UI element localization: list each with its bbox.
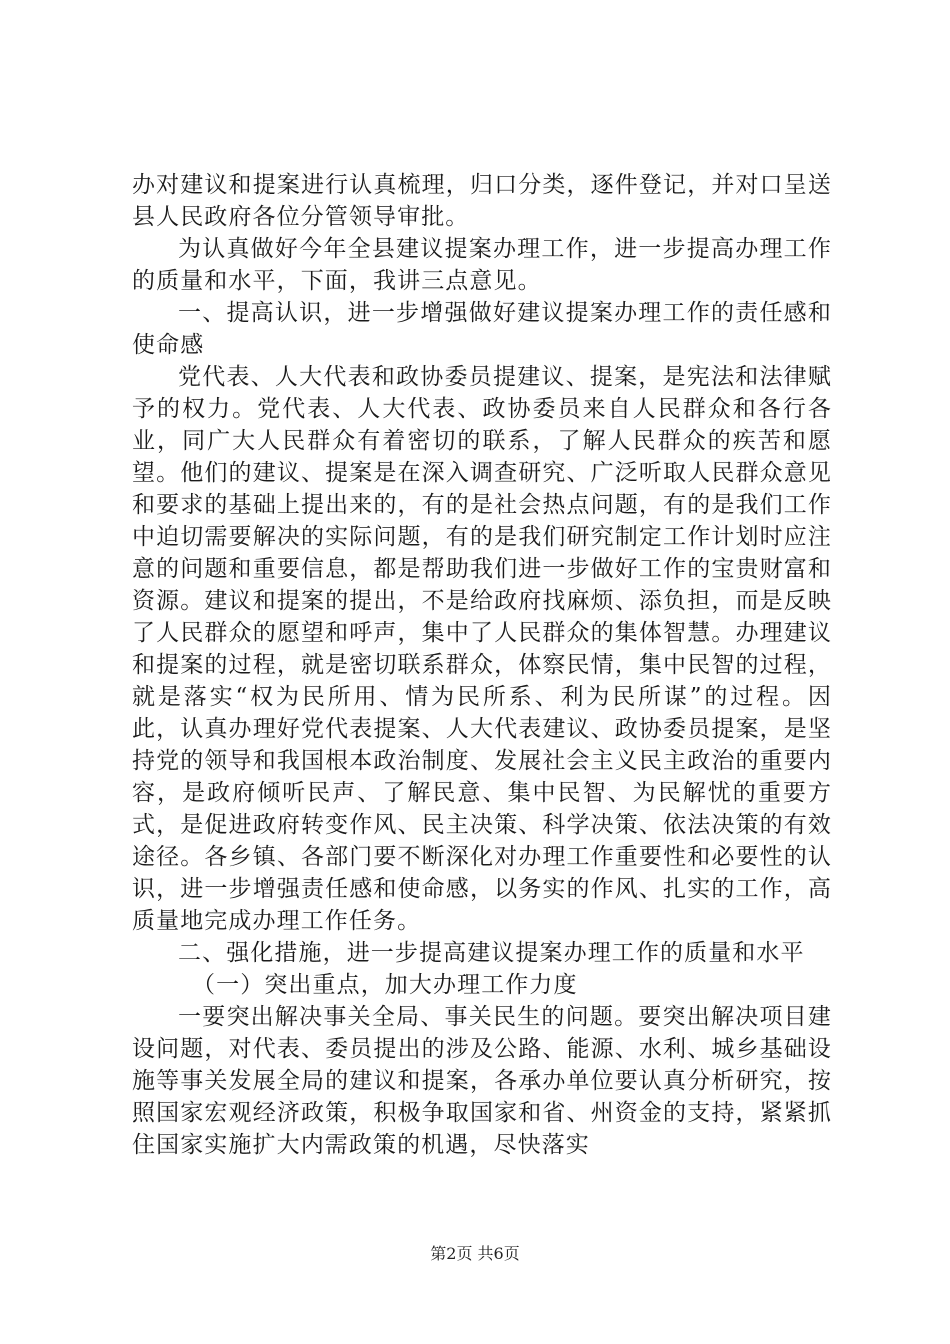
paragraph-continuation: 办对建议和提案进行认真梳理，归口分类，逐件登记，并对口呈送县人民政府各位分管领导审批。 [132, 172, 832, 230]
paragraph-body: 一要突出解决事关全局、事关民生的问题。要突出解决项目建设问题，对代表、委员提出的涉及公路、能源、水利、城乡基础设施等事关发展全局的建议和提案，各承办单位要认真分析研究，按照国家宏观经济政策，积极争取国家和省、州资金的支持，紧紧抓住国家实施扩大内需政策的机遇，尽快落实 [132, 1004, 832, 1158]
document-body [132, 169, 832, 1161]
paragraph-intro: 为认真做好今年全县建议提案办理工作，进一步提高办理工作的质量和水平，下面，我讲三点意见。 [132, 236, 832, 294]
section-heading-1: 一、提高认识，进一步增强做好建议提案办理工作的责任感和使命感 [132, 300, 832, 358]
paragraph-body: 党代表、人大代表和政协委员提建议、提案，是宪法和法律赋予的权力。党代表、人大代表、政协委员来自人民群众和各行各业，同广大人民群众有着密切的联系，了解人民群众的疾苦和愿望。他们的建议、提案是在深入调查研究、广泛听取人民群众意见和要求的基础上提出来的，有的是社会热点问题，有的是我们工作中迫切需要解决的实际问题，有的是我们研究制定工作计划时应注意的问题和重要信息，都是帮助我们进一步做好工作的宝贵财富和资源。建议和提案的提出，不是给政府找麻烦、添负担，而是反映了人民群众的愿望和呼声，集中了人民群众的集体智慧。办理建议和提案的过程，就是密切联系群众，体察民情，集中民智的过程，就是落实“权为民所用、情为民所系、利为民所谋”的过程。因此，认真办理好党代表提案、人大代表建议、政协委员提案，是坚持党的领导和我国根本政治制度、发展社会主义民主政治的重要内容，是政府倾听民声、了解民意、集中民智、为民解忧的重要方式，是促进政府转变作风、民主决策、科学决策、依法决策的有效途径。各乡镇、各部门要不断深化对办理工作重要性和必要性的认识，进一步增强责任感和使命感，以务实的作风、扎实的工作，高质量地完成办理工作任务。 [132, 364, 832, 934]
section-heading-2: 二、强化措施，进一步提高建议提案办理工作的质量和水平 [178, 940, 805, 966]
page-number-footer: 第2页 共6页 [430, 1244, 520, 1263]
subsection-heading-1: （一）突出重点，加大办理工作力度 [192, 972, 578, 998]
